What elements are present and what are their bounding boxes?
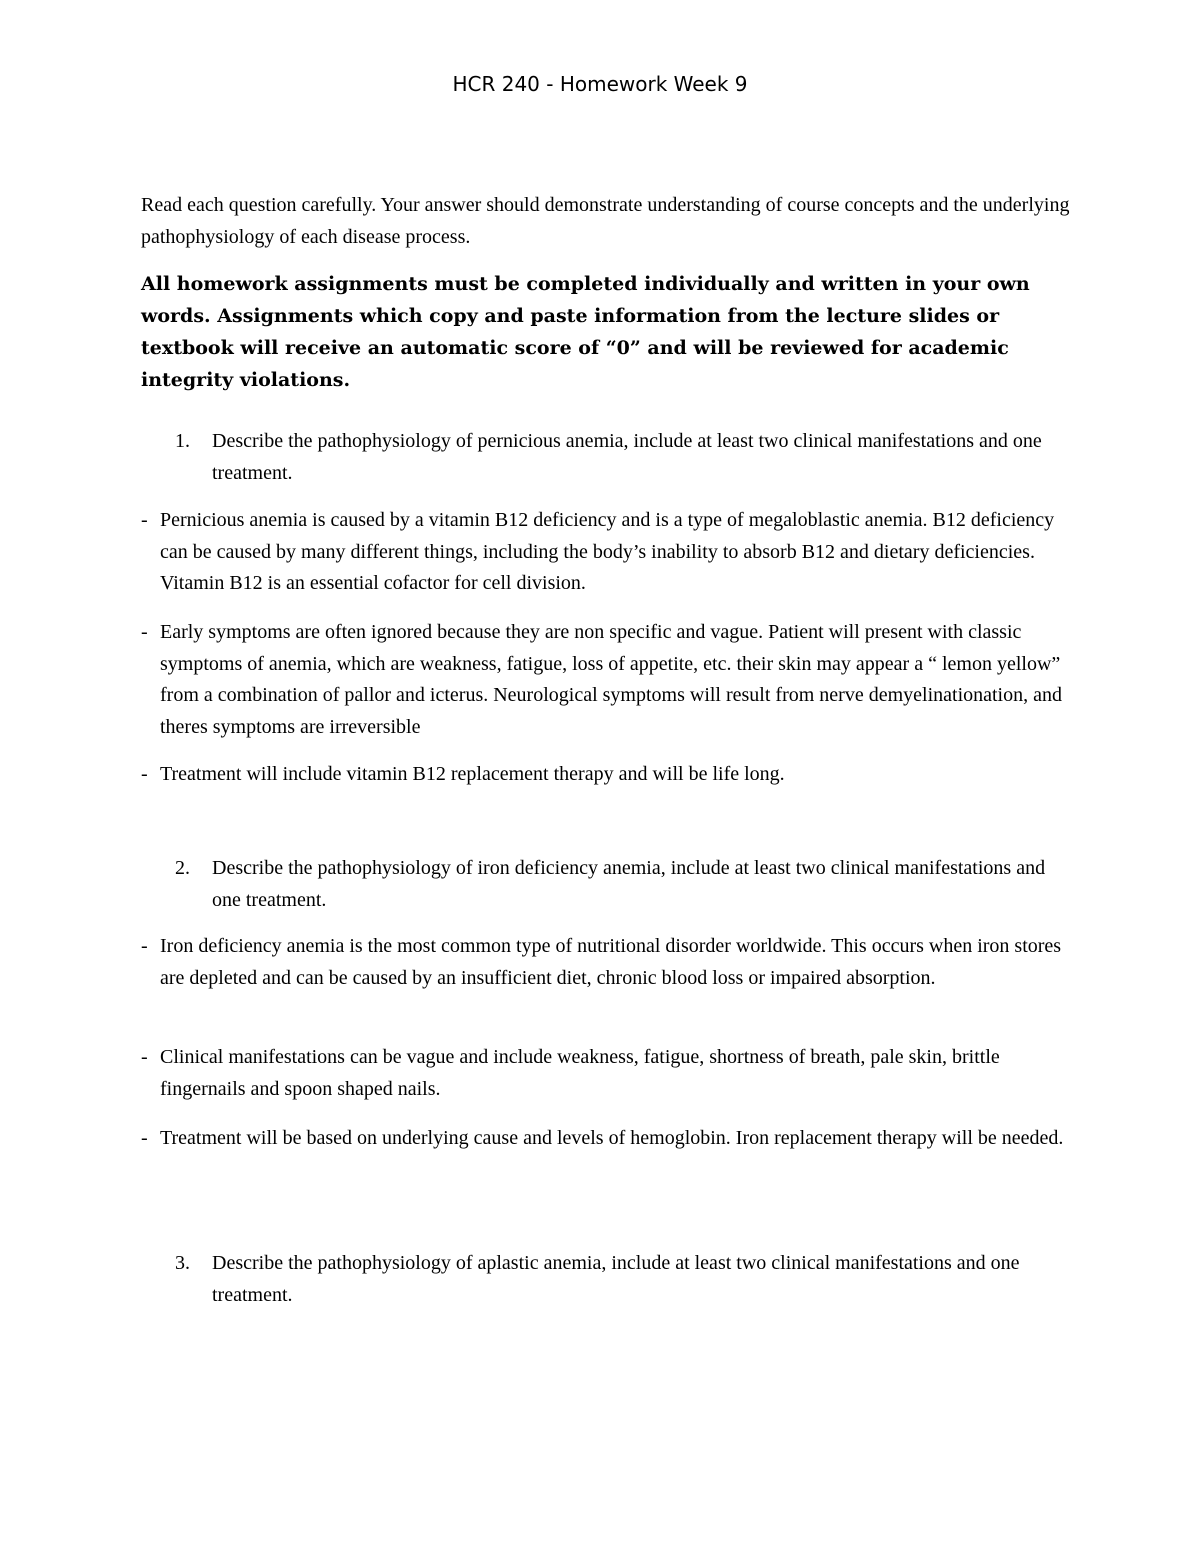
answer-text: Iron deficiency anemia is the most common type of nutritional disorder worldwide. This occurs when iron stores are depleted and can be caused by an insufficient diet, chronic blood loss or impaired absorption. [160,935,1062,989]
bullet-dash: - [141,509,148,531]
answer-text: Treatment will include vitamin B12 replacement therapy and will be life long. [160,763,785,785]
instructions-paragraph: Read each question carefully. Your answer should demonstrate understanding of course concepts and the underlying pathophysiology of each disease process. [141,194,1070,248]
question-3 [175,1248,1055,1311]
bullet-dash: - [141,1127,148,1149]
answer-text: Early symptoms are often ignored because they are non specific and vague. Patient will present with classic symptoms of anemia, which are weakness, fatigue, loss of appetite, etc. their skin may appear a “ lemon yellow” from a combination of pallor and icterus. Neurological symptoms will result from nerve demyelinationation, and theres symptoms are irreversible [160,621,1062,738]
answer-text: Clinical manifestations can be vague and include weakness, fatigue, shortness of breath, pale skin, brittle fingernails and spoon shaped nails. [160,1046,1000,1100]
bullet-dash: - [141,621,148,643]
question-number: 1. [175,430,190,452]
question-2 [175,853,1055,916]
question-1 [175,426,1055,489]
answer-item [141,1042,1071,1105]
bullet-dash: - [141,1046,148,1068]
answer-item [141,505,1071,600]
answer-item [141,617,1071,743]
question-text: Describe the pathophysiology of pernicious anemia, include at least two clinical manifestations and one treatment. [212,430,1042,484]
answer-text: Treatment will be based on underlying cause and levels of hemoglobin. Iron replacement therapy will be needed. [160,1127,1064,1149]
question-text: Describe the pathophysiology of aplastic anemia, include at least two clinical manifestations and one treatment. [212,1252,1020,1306]
answer-text: Pernicious anemia is caused by a vitamin B12 deficiency and is a type of megaloblastic anemia. B12 deficiency can be caused by many different things, including the body’s inability to absorb B12 and dietary deficiencies. Vitamin B12 is an essential cofactor for cell division. [160,509,1055,594]
question-number: 3. [175,1252,190,1274]
answer-item [141,1123,1071,1155]
answer-item [141,759,1071,791]
answer-item [141,931,1071,994]
document-title: HCR 240 - Homework Week 9 [452,72,748,96]
bullet-dash: - [141,763,148,785]
question-number: 2. [175,857,190,879]
bullet-dash: - [141,935,148,957]
academic-integrity-warning: All homework assignments must be completed individually and written in your own words. Assignments which copy and paste information from the lecture slides or textbook will receive an automatic score of “0” and will be reviewed for academic integrity violations. [141,273,1030,391]
question-text: Describe the pathophysiology of iron deficiency anemia, include at least two clinical manifestations and one treatment. [212,857,1046,911]
